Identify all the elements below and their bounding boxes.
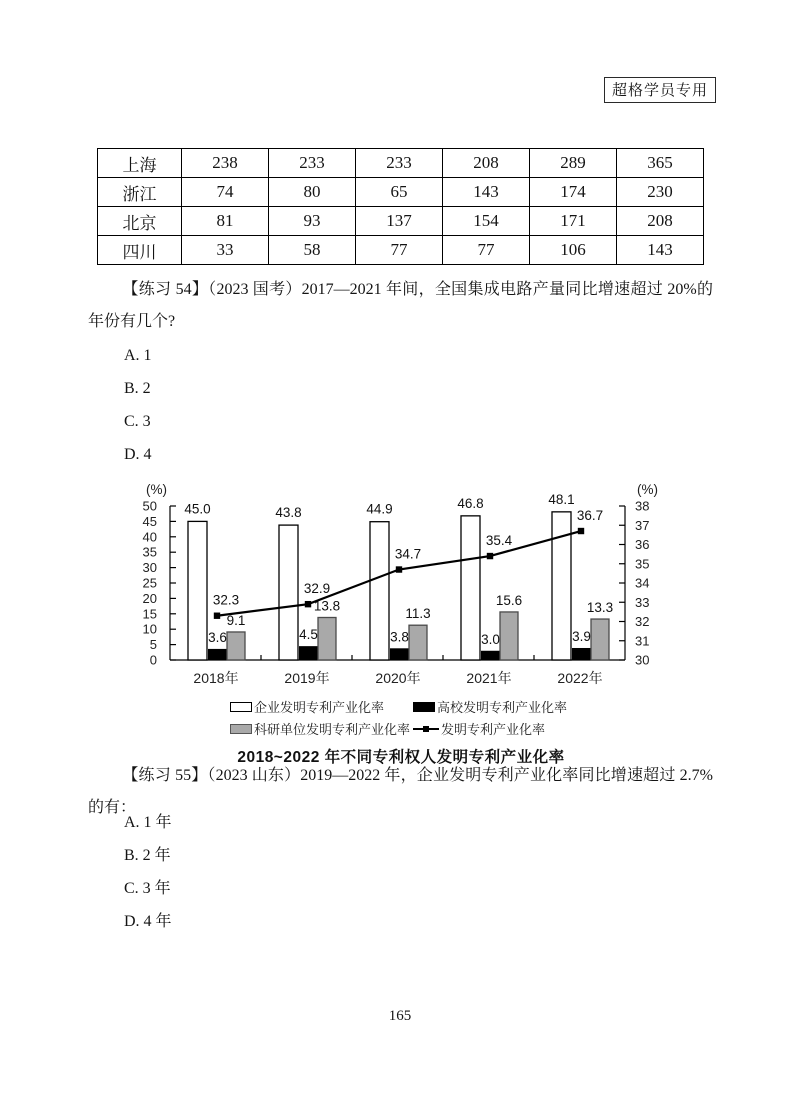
row-label: 上海	[98, 149, 182, 178]
answer-option: C. 3 年	[124, 880, 171, 897]
chart-svg	[132, 476, 670, 690]
bar-gray	[500, 612, 518, 660]
svg-text:36: 36	[635, 537, 650, 552]
svg-text:13.3: 13.3	[586, 600, 614, 616]
svg-text:44.9: 44.9	[366, 501, 393, 517]
legend-swatch-black-icon	[413, 702, 435, 712]
question-54-options	[124, 339, 152, 471]
bar-black	[299, 646, 318, 660]
data-table-body	[98, 149, 704, 265]
svg-text:20: 20	[142, 590, 157, 606]
svg-text:45: 45	[142, 513, 157, 529]
question-55-stem: 【练习 55】（2023 山东）2019—2022 年，企业发明专利产业化率同比增速超过 2.7%的有：	[88, 767, 713, 816]
svg-text:0: 0	[149, 652, 157, 668]
legend-label: 发明专利产业化率	[441, 722, 546, 737]
answer-option: B. 2	[124, 380, 151, 397]
legend-label: 高校发明专利产业化率	[437, 700, 568, 715]
svg-text:30: 30	[635, 652, 650, 668]
svg-text:2020年: 2020年	[375, 670, 421, 686]
svg-text:15: 15	[142, 606, 157, 622]
svg-text:10: 10	[142, 621, 157, 637]
table-cell: 238	[182, 149, 269, 178]
svg-text:36.7: 36.7	[576, 508, 604, 524]
bar-white	[461, 516, 480, 660]
answer-option: A. 1 年	[124, 814, 172, 831]
table-cell: 80	[269, 178, 356, 207]
svg-text:4.5: 4.5	[299, 627, 318, 643]
answer-option: B. 2 年	[124, 847, 171, 864]
svg-text:35: 35	[635, 556, 650, 572]
svg-text:34.7: 34.7	[394, 546, 422, 562]
svg-text:11.3: 11.3	[405, 606, 431, 622]
svg-text:3.8: 3.8	[390, 629, 409, 645]
table-cell: 208	[617, 207, 704, 236]
svg-text:35: 35	[142, 544, 157, 560]
svg-text:15.6: 15.6	[495, 592, 523, 608]
line-marker	[487, 553, 493, 559]
answer-option: A. 1	[124, 347, 152, 364]
svg-text:50: 50	[142, 498, 157, 514]
page-number: 165	[388, 1008, 412, 1024]
svg-text:38: 38	[635, 498, 650, 514]
table-row	[98, 236, 704, 265]
table-cell: 208	[443, 149, 530, 178]
answer-option: D. 4	[124, 446, 152, 463]
table-cell: 77	[356, 236, 443, 265]
chart-plot-area	[132, 476, 670, 695]
svg-text:9.1: 9.1	[226, 612, 246, 628]
chart-legend	[230, 697, 670, 738]
row-label: 四川	[98, 236, 182, 265]
svg-text:32: 32	[635, 614, 650, 629]
table-cell: 143	[617, 236, 704, 265]
legend-swatch-white-icon	[230, 702, 252, 712]
line-marker	[214, 613, 220, 619]
svg-text:(%): (%)	[637, 482, 658, 497]
bar-black	[481, 651, 500, 660]
table-cell: 143	[443, 178, 530, 207]
table-cell: 33	[182, 236, 269, 265]
bar-black	[208, 649, 227, 660]
table-cell: 230	[617, 178, 704, 207]
row-label: 浙江	[98, 178, 182, 207]
bar-black	[572, 648, 591, 660]
table-cell: 233	[269, 149, 356, 178]
svg-text:32.3: 32.3	[212, 592, 240, 608]
bar-white	[279, 525, 298, 660]
table-cell: 137	[356, 207, 443, 236]
svg-text:13.8: 13.8	[313, 598, 341, 614]
svg-text:3.9: 3.9	[572, 628, 591, 644]
table-cell: 174	[530, 178, 617, 207]
svg-text:37: 37	[635, 517, 650, 533]
svg-text:2019年: 2019年	[284, 670, 330, 686]
question-54-stem: 【练习 54】（2023 国考）2017—2021 年间，全国集成电路产量同比增速超过 20%的年份有几个?	[88, 281, 713, 330]
svg-text:31: 31	[635, 633, 650, 649]
legend-label: 科研单位发明专利产业化率	[254, 722, 411, 737]
svg-text:48.1: 48.1	[548, 491, 575, 507]
table-cell: 65	[356, 178, 443, 207]
answer-option: C. 3	[124, 413, 151, 430]
row-label: 北京	[98, 207, 182, 236]
line-marker	[305, 601, 311, 607]
table-cell: 93	[269, 207, 356, 236]
line-marker	[578, 528, 584, 534]
bar-gray	[227, 632, 245, 660]
table-row	[98, 207, 704, 236]
svg-text:40: 40	[142, 529, 157, 545]
legend-item	[413, 719, 670, 738]
table-row	[98, 178, 704, 207]
svg-text:(%): (%)	[146, 482, 167, 497]
table-cell: 81	[182, 207, 269, 236]
bar-black	[390, 648, 409, 660]
legend-item	[230, 697, 413, 716]
answer-option: D. 4 年	[124, 913, 172, 930]
table-cell: 77	[443, 236, 530, 265]
table-cell: 233	[356, 149, 443, 178]
bar-gray	[591, 619, 609, 660]
table-row	[98, 149, 704, 178]
bar-white	[188, 521, 207, 660]
legend-item	[230, 719, 413, 738]
svg-text:45.0: 45.0	[184, 501, 211, 517]
legend-swatch-gray-icon	[230, 724, 252, 734]
svg-text:2021年: 2021年	[466, 670, 512, 686]
legend-item	[413, 697, 670, 716]
svg-text:2018年: 2018年	[193, 670, 239, 686]
svg-text:34: 34	[635, 575, 650, 591]
header-badge: 超格学员专用	[604, 77, 716, 103]
bar-gray	[409, 625, 427, 660]
line-marker	[396, 566, 402, 572]
data-table	[97, 148, 704, 265]
table-cell: 365	[617, 149, 704, 178]
bar-gray	[318, 617, 336, 660]
table-cell: 58	[269, 236, 356, 265]
svg-text:46.8: 46.8	[457, 495, 484, 511]
svg-text:3.0: 3.0	[481, 631, 500, 647]
svg-text:25: 25	[142, 575, 157, 591]
table-cell: 154	[443, 207, 530, 236]
bar-white	[370, 522, 389, 660]
svg-text:35.4: 35.4	[485, 533, 513, 549]
table-cell: 106	[530, 236, 617, 265]
question-55-options	[124, 806, 172, 938]
svg-text:30: 30	[142, 560, 157, 576]
chart-title: 2018~2022 年不同专利权人发明专利产业化率	[237, 749, 565, 766]
svg-text:3.6: 3.6	[208, 629, 227, 645]
line-series	[217, 531, 581, 616]
legend-swatch-line-icon	[413, 724, 439, 734]
legend-label: 企业发明专利产业化率	[254, 700, 385, 715]
chart	[132, 476, 670, 767]
table-cell: 289	[530, 149, 617, 178]
svg-text:5: 5	[149, 637, 157, 653]
table-cell: 171	[530, 207, 617, 236]
table-cell: 74	[182, 178, 269, 207]
svg-text:33: 33	[635, 594, 650, 610]
svg-text:2022年: 2022年	[557, 670, 603, 686]
svg-text:43.8: 43.8	[275, 505, 302, 521]
svg-text:32.9: 32.9	[303, 581, 331, 597]
